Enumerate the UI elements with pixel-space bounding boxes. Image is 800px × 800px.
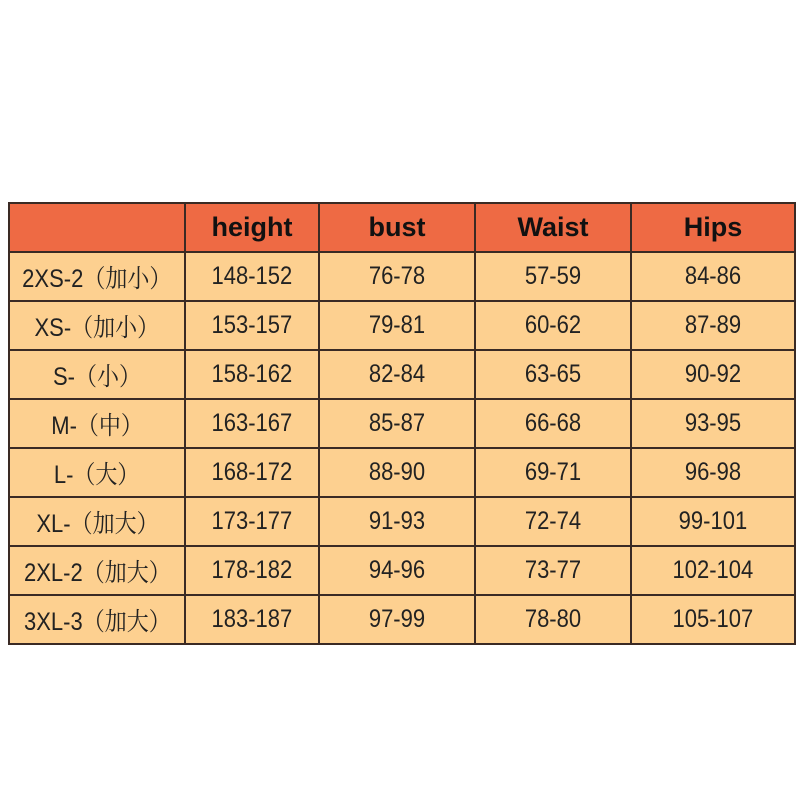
height-cell: 158-162: [185, 350, 319, 399]
size-cell: XS-（加小）: [9, 301, 185, 350]
table-row: [9, 497, 795, 546]
bust-cell: 97-99: [319, 595, 475, 644]
hips-cell: 96-98: [631, 448, 795, 497]
header-cell-hips: Hips: [631, 203, 795, 252]
table-body: [9, 252, 795, 644]
waist-cell: 73-77: [475, 546, 631, 595]
hips-cell: 87-89: [631, 301, 795, 350]
hips-cell: 105-107: [631, 595, 795, 644]
table-row: [9, 350, 795, 399]
header-cell-waist: Waist: [475, 203, 631, 252]
size-chart-table: [8, 202, 796, 645]
hips-cell: 90-92: [631, 350, 795, 399]
bust-cell: 94-96: [319, 546, 475, 595]
hips-cell: 93-95: [631, 399, 795, 448]
table-row: [9, 301, 795, 350]
bust-cell: 79-81: [319, 301, 475, 350]
table-header: [9, 203, 795, 252]
waist-cell: 66-68: [475, 399, 631, 448]
waist-cell: 72-74: [475, 497, 631, 546]
header-cell-size: [9, 203, 185, 252]
size-cell: XL-（加大）: [9, 497, 185, 546]
height-cell: 148-152: [185, 252, 319, 301]
table-row: [9, 252, 795, 301]
hips-cell: 99-101: [631, 497, 795, 546]
bust-cell: 91-93: [319, 497, 475, 546]
hips-cell: 84-86: [631, 252, 795, 301]
height-cell: 153-157: [185, 301, 319, 350]
size-cell: M-（中）: [9, 399, 185, 448]
waist-cell: 69-71: [475, 448, 631, 497]
table-row: [9, 399, 795, 448]
header-cell-bust: bust: [319, 203, 475, 252]
waist-cell: 78-80: [475, 595, 631, 644]
size-cell: 3XL-3（加大）: [9, 595, 185, 644]
height-cell: 173-177: [185, 497, 319, 546]
table-row: [9, 595, 795, 644]
bust-cell: 85-87: [319, 399, 475, 448]
waist-cell: 63-65: [475, 350, 631, 399]
height-cell: 163-167: [185, 399, 319, 448]
table-row: [9, 448, 795, 497]
bust-cell: 88-90: [319, 448, 475, 497]
height-cell: 178-182: [185, 546, 319, 595]
hips-cell: 102-104: [631, 546, 795, 595]
height-cell: 183-187: [185, 595, 319, 644]
height-cell: 168-172: [185, 448, 319, 497]
size-cell: 2XL-2（加大）: [9, 546, 185, 595]
size-cell: L-（大）: [9, 448, 185, 497]
waist-cell: 57-59: [475, 252, 631, 301]
header-cell-height: height: [185, 203, 319, 252]
bust-cell: 76-78: [319, 252, 475, 301]
table-row: [9, 546, 795, 595]
waist-cell: 60-62: [475, 301, 631, 350]
header-row: [9, 203, 795, 252]
bust-cell: 82-84: [319, 350, 475, 399]
size-cell: S-（小）: [9, 350, 185, 399]
size-cell: 2XS-2（加小）: [9, 252, 185, 301]
